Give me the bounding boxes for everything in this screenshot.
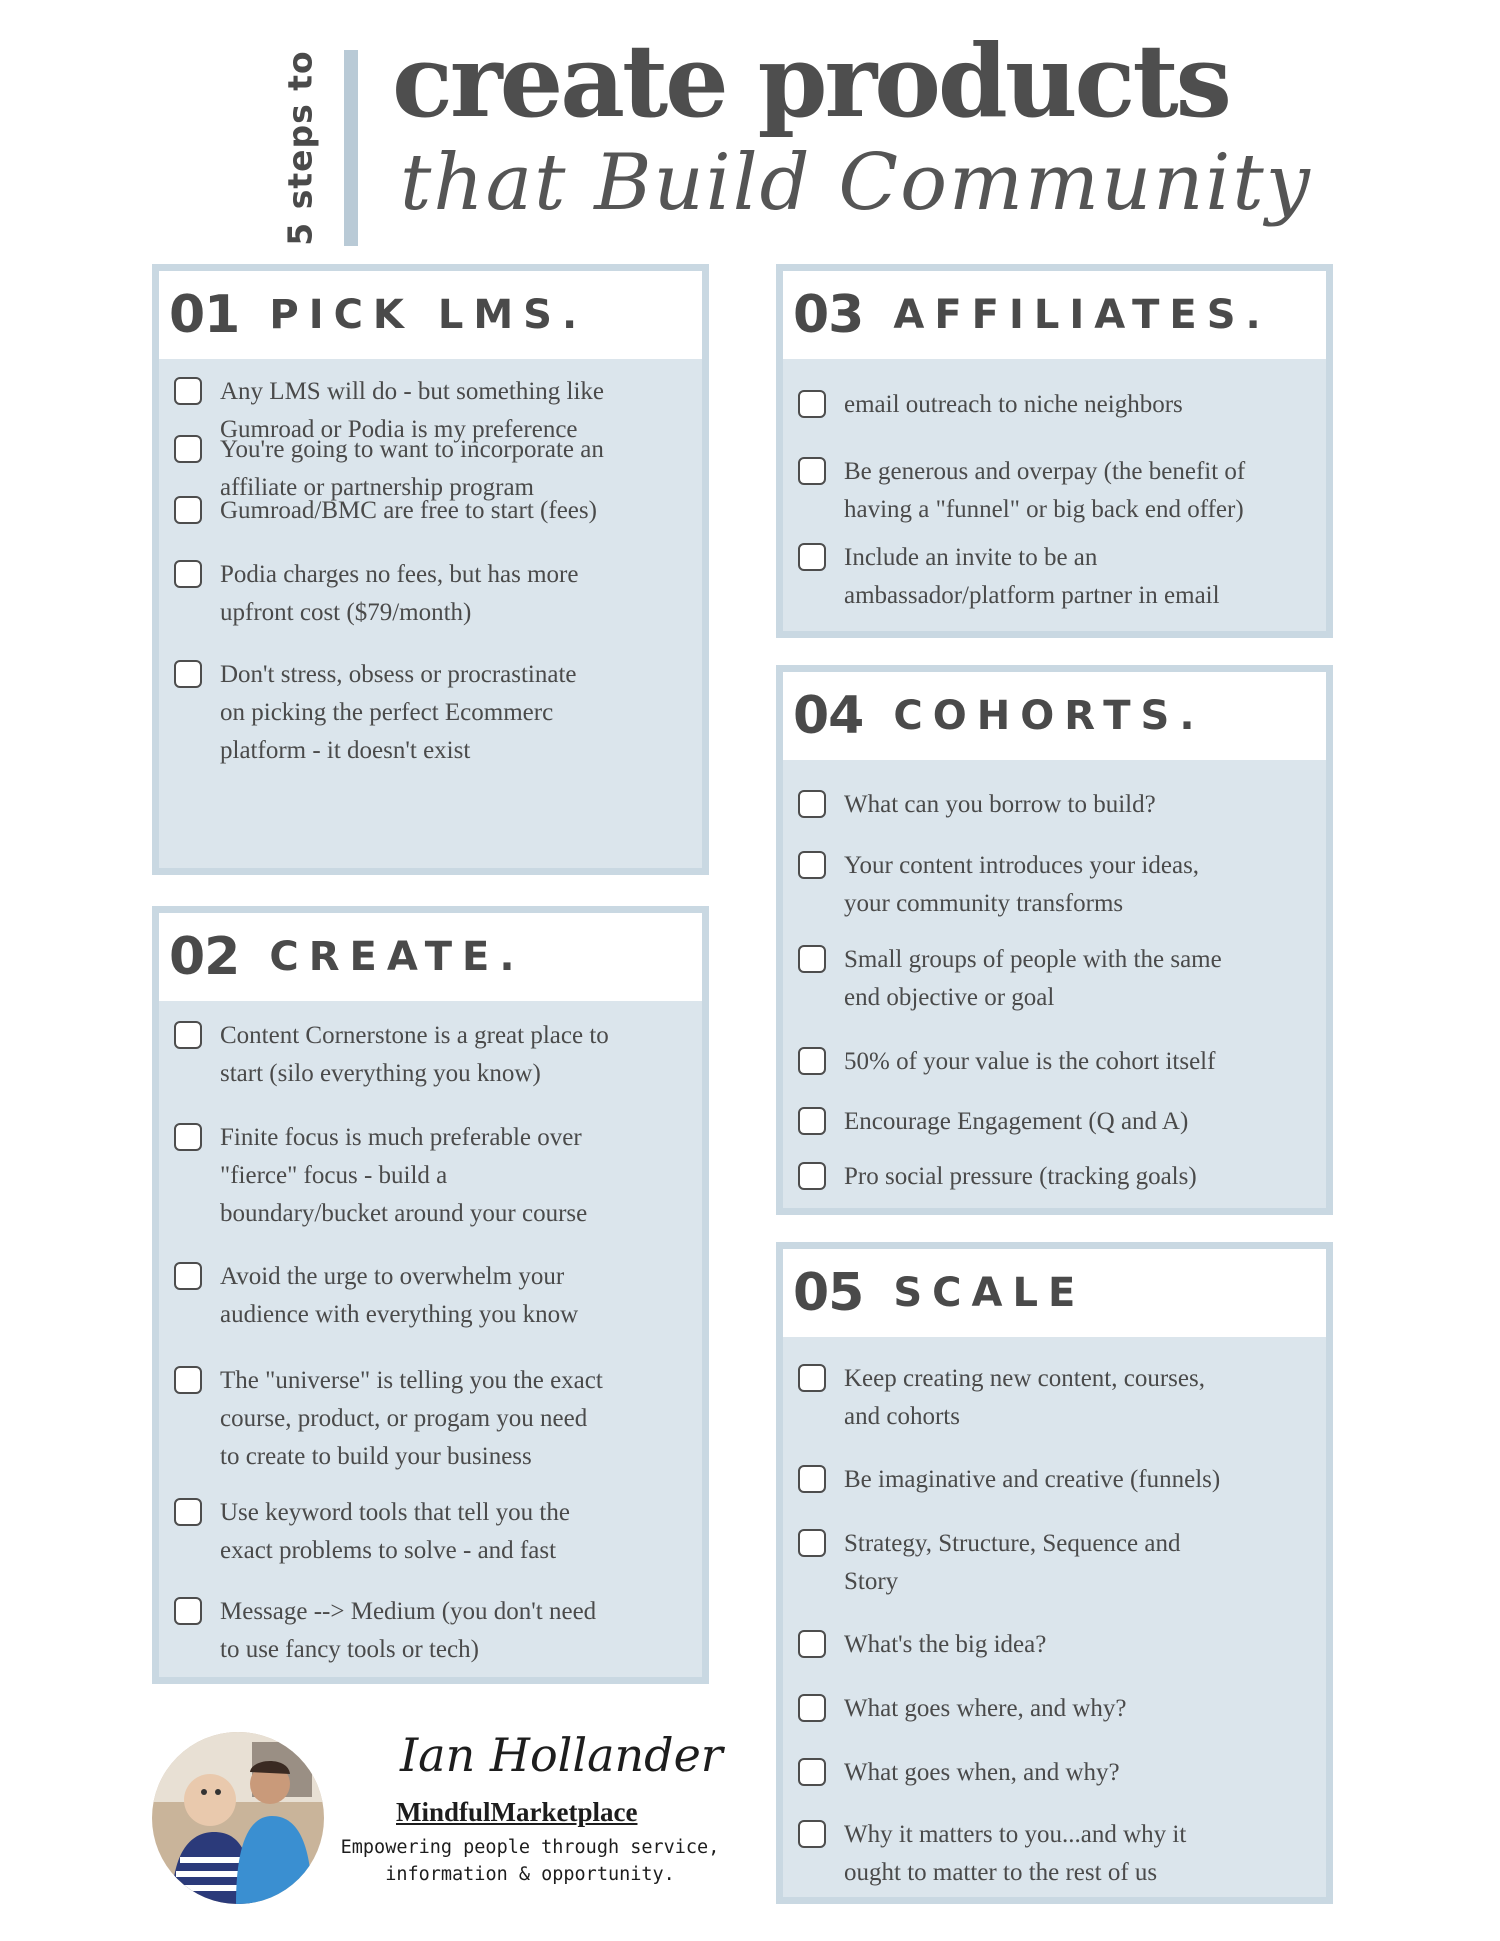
checkbox[interactable] bbox=[798, 457, 826, 485]
checklist-item bbox=[159, 1258, 702, 1334]
checkbox[interactable] bbox=[798, 390, 826, 418]
checklist-item bbox=[159, 1362, 702, 1476]
section-header bbox=[159, 913, 702, 1001]
side-label-text: 5 steps to bbox=[280, 50, 320, 246]
checklist-item-text: Podia charges no fees, but has more upfront cost ($79/month) bbox=[220, 561, 579, 626]
checklist-item bbox=[783, 453, 1326, 529]
checklist-item-text: Don't stress, obsess or procrastinate on picking the perfect Ecommerc platform - it doesn't exist bbox=[220, 661, 577, 764]
page-subtitle-script: that Build Community bbox=[400, 138, 1312, 228]
checkbox[interactable] bbox=[798, 1465, 826, 1493]
checkbox[interactable] bbox=[798, 1047, 826, 1075]
checklist-item bbox=[783, 1690, 1326, 1728]
checkbox[interactable] bbox=[798, 1529, 826, 1557]
page-title: create products bbox=[392, 22, 1229, 140]
checkbox[interactable] bbox=[174, 1123, 202, 1151]
checklist-item bbox=[783, 539, 1326, 615]
author-signature: Ian Hollander bbox=[400, 1728, 723, 1782]
checklist-item-text: Encourage Engagement (Q and A) bbox=[844, 1108, 1189, 1135]
checklist-item bbox=[159, 656, 702, 770]
checklist-item bbox=[783, 1158, 1326, 1196]
checkbox[interactable] bbox=[798, 851, 826, 879]
checkbox[interactable] bbox=[798, 1630, 826, 1658]
checkbox[interactable] bbox=[174, 1262, 202, 1290]
checkbox[interactable] bbox=[174, 660, 202, 688]
checkbox[interactable] bbox=[174, 377, 202, 405]
section-number: 04 bbox=[793, 686, 864, 746]
checklist-item-text: email outreach to niche neighbors bbox=[844, 391, 1183, 418]
checklist-item-text: What goes when, and why? bbox=[844, 1759, 1120, 1786]
section-heading: SCALE bbox=[893, 1270, 1086, 1316]
section-header bbox=[783, 672, 1326, 760]
checkbox[interactable] bbox=[798, 543, 826, 571]
checkbox[interactable] bbox=[798, 1107, 826, 1135]
checkbox[interactable] bbox=[174, 560, 202, 588]
checklist-item-text: Gumroad/BMC are free to start (fees) bbox=[220, 497, 597, 524]
section-heading: COHORTS. bbox=[893, 693, 1205, 739]
checkbox[interactable] bbox=[798, 1162, 826, 1190]
checklist-item-text: Any LMS will do - but something like Gumroad or Podia is my preference bbox=[220, 378, 605, 443]
checklist-item bbox=[783, 1816, 1326, 1892]
section-header bbox=[159, 271, 702, 359]
checklist-item-text: Avoid the urge to overwhelm your audience with everything you know bbox=[220, 1263, 579, 1328]
section-cohorts bbox=[776, 665, 1333, 1215]
checkbox[interactable] bbox=[798, 945, 826, 973]
checklist-item bbox=[783, 1360, 1326, 1436]
checklist-item bbox=[783, 386, 1326, 424]
checklist-item-text: Be generous and overpay (the benefit of having a "funnel" or big back end offer) bbox=[844, 458, 1246, 523]
checklist-item-text: Use keyword tools that tell you the exact problems to solve - and fast bbox=[220, 1499, 570, 1564]
checklist-item bbox=[159, 1593, 702, 1669]
checklist-item-text: What can you borrow to build? bbox=[844, 791, 1156, 818]
checkbox[interactable] bbox=[174, 1021, 202, 1049]
checklist-item bbox=[159, 492, 702, 530]
section-number: 01 bbox=[169, 285, 240, 345]
checklist-item bbox=[159, 1494, 702, 1570]
section-heading: PICK LMS. bbox=[269, 292, 588, 338]
checklist-item-text: Small groups of people with the same end objective or goal bbox=[844, 946, 1222, 1011]
section-scale bbox=[776, 1242, 1333, 1904]
checkbox[interactable] bbox=[798, 1820, 826, 1848]
checklist-item bbox=[783, 1043, 1326, 1081]
checklist-item-text: Message --> Medium (you don't need to use fancy tools or tech) bbox=[220, 1598, 597, 1663]
checklist-item-text: You're going to want to incorporate an affiliate or partnership program bbox=[220, 436, 604, 501]
section-number: 03 bbox=[793, 285, 864, 345]
section-heading: AFFILIATES. bbox=[893, 292, 1271, 338]
checklist-item-text: 50% of your value is the cohort itself bbox=[844, 1048, 1216, 1075]
checklist-item bbox=[159, 1119, 702, 1233]
section-affiliates bbox=[776, 264, 1333, 638]
checklist-item bbox=[783, 786, 1326, 824]
checklist-item bbox=[783, 847, 1326, 923]
checklist-item-text: Content Cornerstone is a great place to start (silo everything you know) bbox=[220, 1022, 609, 1087]
section-heading: CREATE. bbox=[269, 934, 525, 980]
brand-name: MindfulMarketplace bbox=[396, 1797, 638, 1827]
checkbox[interactable] bbox=[174, 1366, 202, 1394]
section-header bbox=[783, 271, 1326, 359]
checklist-item bbox=[159, 556, 702, 632]
checklist-item-text: Your content introduces your ideas, your community transforms bbox=[844, 852, 1200, 917]
checkbox[interactable] bbox=[174, 1498, 202, 1526]
checkbox[interactable] bbox=[174, 496, 202, 524]
checklist-item-text: What goes where, and why? bbox=[844, 1695, 1127, 1722]
checklist-item-text: Finite focus is much preferable over "fierce" focus - build a boundary/bucket around your course bbox=[220, 1124, 588, 1227]
title-accent-bar bbox=[344, 50, 358, 246]
checklist-item-text: Keep creating new content, courses, and cohorts bbox=[844, 1365, 1205, 1430]
checklist-item-text: Why it matters to you...and why it ought to matter to the rest of us bbox=[844, 1821, 1187, 1886]
checklist-item bbox=[783, 941, 1326, 1017]
checklist-item-text: Include an invite to be an ambassador/platform partner in email bbox=[844, 544, 1220, 609]
brand-tagline: Empowering people through service, information & opportunity. bbox=[340, 1837, 720, 1885]
section-header bbox=[783, 1249, 1326, 1337]
checkbox[interactable] bbox=[798, 1694, 826, 1722]
author-photo-avatar bbox=[152, 1732, 324, 1904]
checklist-item-text: Pro social pressure (tracking goals) bbox=[844, 1163, 1197, 1190]
section-number: 05 bbox=[793, 1263, 864, 1323]
checkbox[interactable] bbox=[798, 1364, 826, 1392]
section-pick-lms bbox=[152, 264, 709, 875]
side-label bbox=[280, 50, 320, 246]
checklist-item-text: The "universe" is telling you the exact course, product, or progam you need to create to build your business bbox=[220, 1367, 603, 1470]
checkbox[interactable] bbox=[174, 1597, 202, 1625]
checklist-item bbox=[783, 1754, 1326, 1792]
checkbox[interactable] bbox=[798, 790, 826, 818]
checklist-item bbox=[783, 1626, 1326, 1664]
checklist-item-text: Be imaginative and creative (funnels) bbox=[844, 1466, 1221, 1493]
section-create bbox=[152, 906, 709, 1684]
checklist-item bbox=[159, 1017, 702, 1093]
checklist-item bbox=[783, 1103, 1326, 1141]
checklist-item bbox=[783, 1461, 1326, 1499]
checkbox[interactable] bbox=[174, 435, 202, 463]
checklist-item-text: Strategy, Structure, Sequence and Story bbox=[844, 1530, 1181, 1595]
avatar-illustration bbox=[152, 1732, 324, 1904]
checklist-item bbox=[783, 1525, 1326, 1601]
checklist-item-text: What's the big idea? bbox=[844, 1631, 1047, 1658]
checkbox[interactable] bbox=[798, 1758, 826, 1786]
section-number: 02 bbox=[169, 927, 240, 987]
